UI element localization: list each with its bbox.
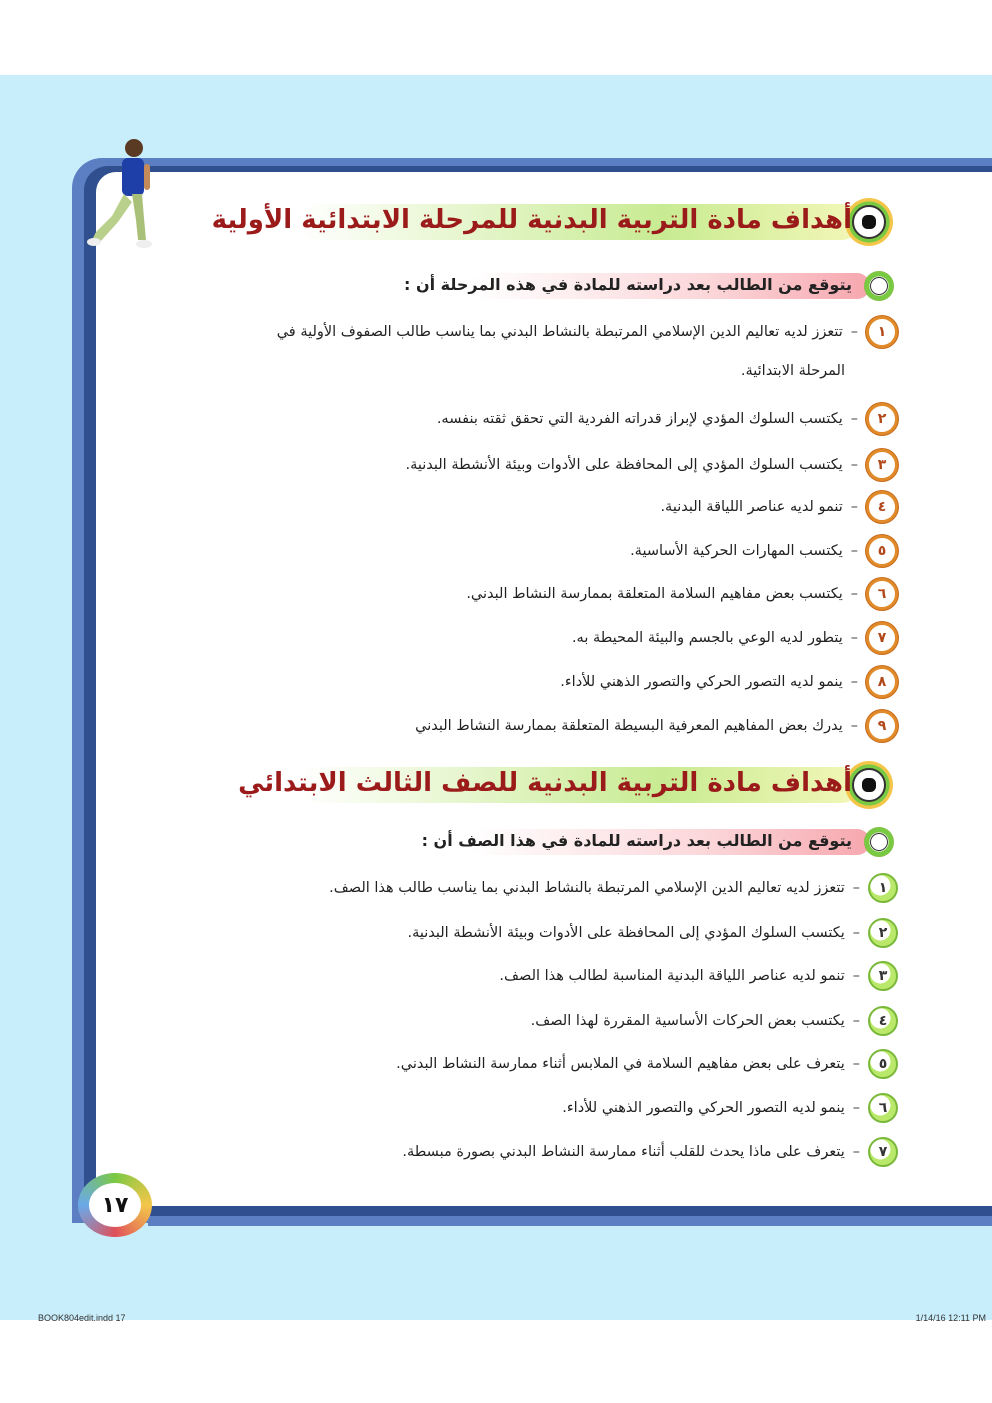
footer-file-info: BOOK804edit.indd 17 [38,1313,126,1323]
item-number: ٢ [866,403,898,435]
item-number: ٣ [868,961,898,991]
item-text: ينمو لديه التصور الحركي والتصور الذهني للأداء. [562,1100,845,1116]
bottom-divider [148,1222,992,1226]
item-continuation: المرحلة الابتدائية. [740,363,845,379]
item-number: ٣ [866,449,898,481]
runner-figure-icon [82,136,162,256]
item-text: تنمو لديه عناصر اللياقة البدنية. [660,499,843,515]
item-text: يكتسب السلوك المؤدي إلى المحافظة على الأدوات وبيئة الأنشطة البدنية. [407,925,845,941]
list-item: ٢ – يكتسب السلوك المؤدي لإبراز قدراته الفردية التي تحقق ثقته بنفسه. [437,403,898,435]
item-number: ٥ [866,535,898,567]
item-text: يكتسب السلوك المؤدي لإبراز قدراته الفردية التي تحقق ثقته بنفسه. [436,411,843,427]
list-item: ٤ – تنمو لديه عناصر اللياقة البدنية. [660,491,898,523]
item-text: يكتسب بعض الحركات الأساسية المقررة لهذا الصف. [530,1013,845,1029]
list-item: ١ – تتعزز لديه تعاليم الدين الإسلامي المرتبطة بالنشاط البدني بما يناسب طالب هذا الصف. [329,873,898,903]
item-number: ٦ [866,578,898,610]
list-item: ٤ – يكتسب بعض الحركات الأساسية المقررة لهذا الصف. [531,1006,898,1036]
soccer-ball-icon [845,761,893,809]
item-number: ٥ [868,1049,898,1079]
list-item: ٨ – ينمو لديه التصور الحركي والتصور الذهني للأداء. [560,666,898,698]
page-number: ١٧ [89,1183,141,1227]
item-text: يكتسب بعض مفاهيم السلامة المتعلقة بممارسة النشاط البدني. [466,586,843,602]
small-ball-icon [864,827,894,857]
item-number: ٧ [868,1137,898,1167]
item-text: تنمو لديه عناصر اللياقة البدنية المناسبة لطالب هذا الصف. [499,968,845,984]
small-ball-icon [864,271,894,301]
section1-title: أهداف مادة التربية البدنية للمرحلة الابتدائية الأولية [211,205,852,235]
list-item: ٣ – تنمو لديه عناصر اللياقة البدنية المناسبة لطالب هذا الصف. [499,961,898,991]
page-number-badge [78,1173,152,1237]
list-item: ١ – تتعزز لديه تعاليم الدين الإسلامي المرتبطة بالنشاط البدني بما يناسب طالب الصفوف الأولية في [277,316,898,348]
list-item: ٦ – ينمو لديه التصور الحركي والتصور الذهني للأداء. [562,1093,898,1123]
item-text: تتعزز لديه تعاليم الدين الإسلامي المرتبطة بالنشاط البدني بما يناسب طالب هذا الصف. [329,880,845,896]
item-number: ٩ [866,710,898,742]
list-item: ٢ – يكتسب السلوك المؤدي إلى المحافظة على الأدوات وبيئة الأنشطة البدنية. [407,918,898,948]
list-item: ٦ – يكتسب بعض مفاهيم السلامة المتعلقة بممارسة النشاط البدني. [466,578,898,610]
item-number: ٧ [866,622,898,654]
list-item: ٩ – يدرك بعض المفاهيم المعرفية البسيطة المتعلقة بممارسة النشاط البدني [415,710,898,742]
item-number: ١ [866,316,898,348]
item-number: ٢ [868,918,898,948]
item-text: يكتسب المهارات الحركية الأساسية. [630,543,843,559]
list-item: ٥ – يكتسب المهارات الحركية الأساسية. [630,535,898,567]
section2-intro: يتوقع من الطالب بعد دراسته للمادة في هذا الصف أن : [421,831,852,850]
item-number: ٤ [866,491,898,523]
list-item: ٧ – يتعرف على ماذا يحدث للقلب أثناء ممارسة النشاط البدني بصورة مبسطة. [402,1137,898,1167]
footer-timestamp: 1/14/16 12:11 PM [915,1313,986,1323]
item-text: يكتسب السلوك المؤدي إلى المحافظة على الأدوات وبيئة الأنشطة البدنية. [405,457,843,473]
item-number: ٦ [868,1093,898,1123]
item-text: يتعرف على ماذا يحدث للقلب أثناء ممارسة النشاط البدني بصورة مبسطة. [402,1144,845,1160]
item-text: ينمو لديه التصور الحركي والتصور الذهني للأداء. [560,674,843,690]
item-text: يتعرف على بعض مفاهيم السلامة في الملابس أثناء ممارسة النشاط البدني. [396,1056,845,1072]
item-text: يدرك بعض المفاهيم المعرفية البسيطة المتعلقة بممارسة النشاط البدني [415,718,843,734]
item-number: ٨ [866,666,898,698]
item-number: ٤ [868,1006,898,1036]
list-item: ٣ – يكتسب السلوك المؤدي إلى المحافظة على الأدوات وبيئة الأنشطة البدنية. [405,449,898,481]
item-text: تتعزز لديه تعاليم الدين الإسلامي المرتبطة بالنشاط البدني بما يناسب طالب الصفوف الأولية في [276,324,843,340]
item-number: ١ [868,873,898,903]
list-item: ٥ – يتعرف على بعض مفاهيم السلامة في الملابس أثناء ممارسة النشاط البدني. [396,1049,898,1079]
soccer-ball-icon [845,198,893,246]
section1-intro: يتوقع من الطالب بعد دراسته للمادة في هذه المرحلة أن : [403,275,852,294]
section2-title: أهداف مادة التربية البدنية للصف الثالث الابتدائي [238,768,852,798]
list-item: ٧ – يتطور لديه الوعي بالجسم والبيئة المحيطة به. [572,622,898,654]
item-text: يتطور لديه الوعي بالجسم والبيئة المحيطة به. [571,630,843,646]
